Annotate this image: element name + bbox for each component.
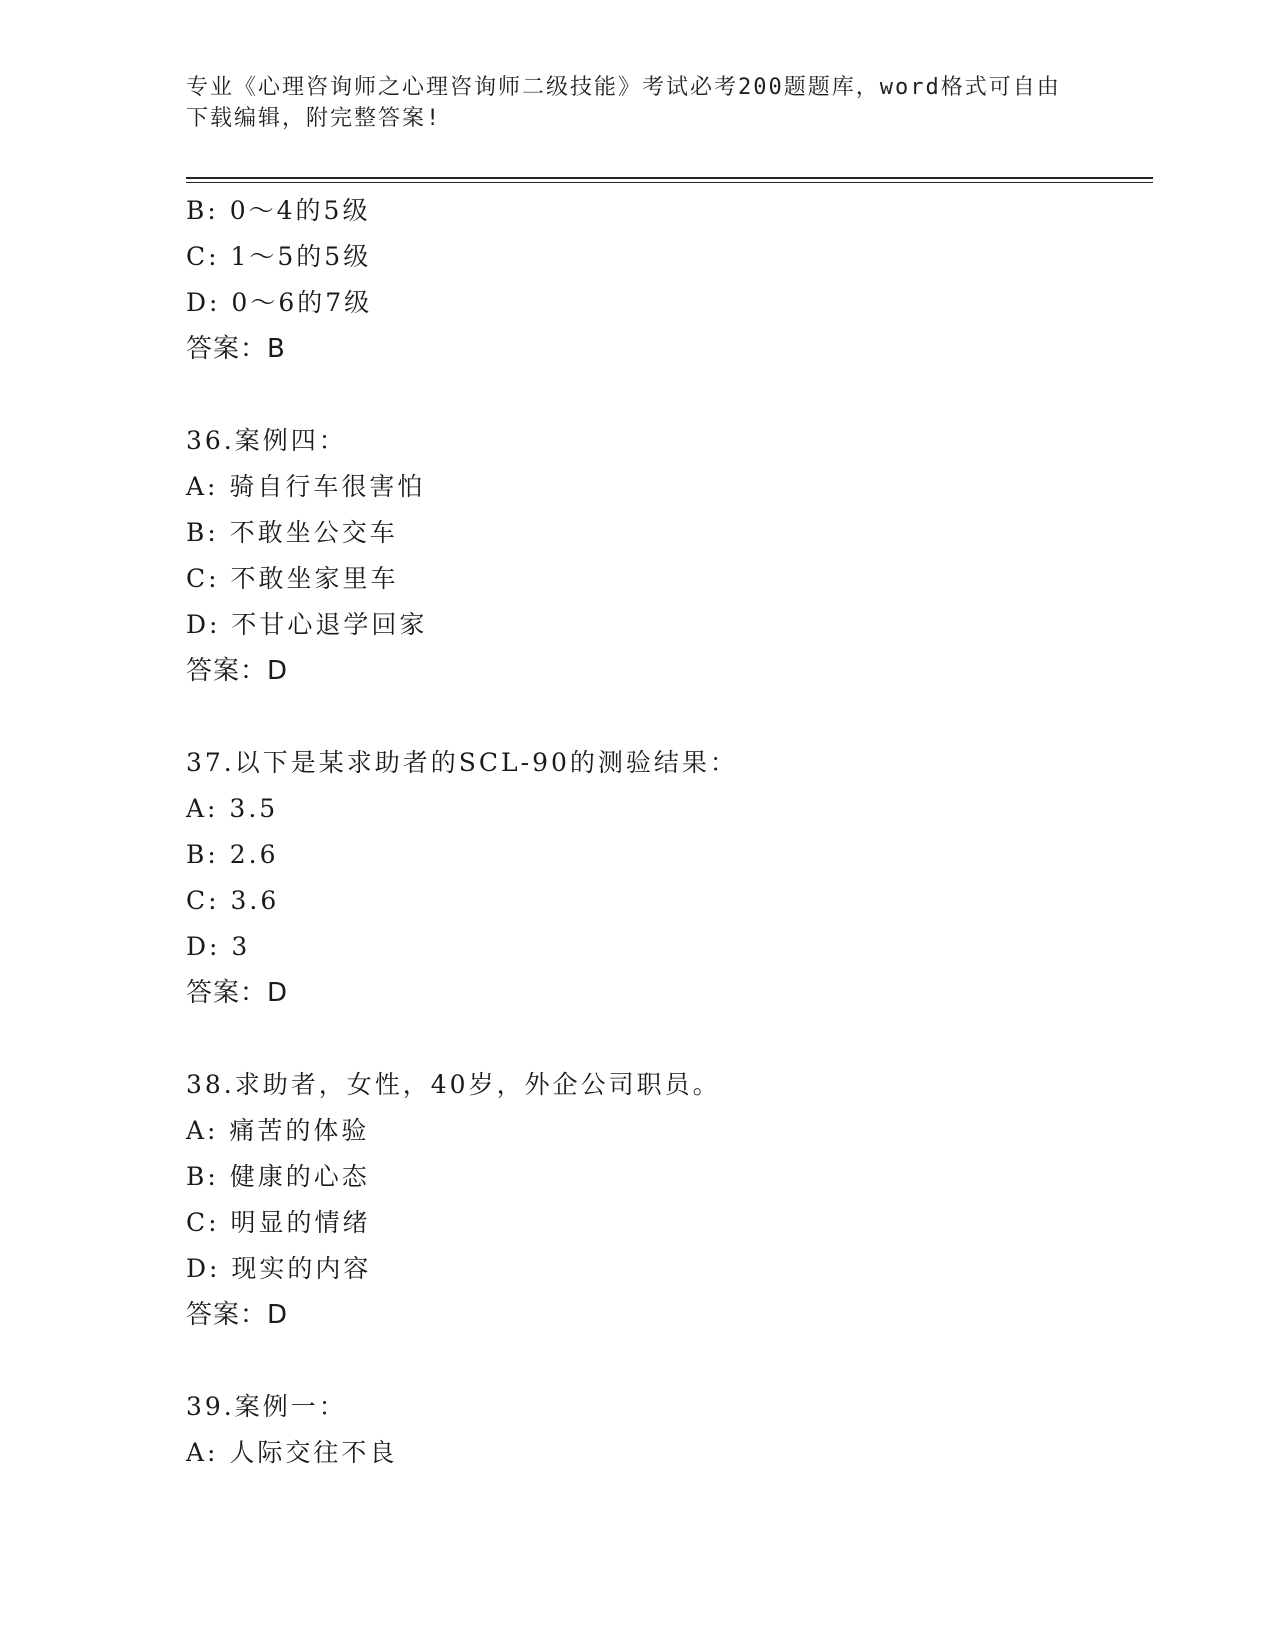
header-divider-thick (186, 177, 1153, 179)
question-38 (186, 1062, 1146, 1338)
answer-line: 答案：B (186, 334, 286, 364)
option-d: D: 3 (186, 932, 251, 961)
option-c: C: 明显的情绪 (186, 1208, 371, 1237)
option-c: C: 3.6 (186, 886, 280, 915)
question-37 (186, 740, 1146, 1016)
option-a: A: 3.5 (186, 794, 279, 823)
question-36 (186, 418, 1146, 694)
header-divider-thin (186, 182, 1153, 183)
document-header (186, 72, 1066, 134)
spacer (186, 694, 1146, 740)
spacer (186, 1338, 1146, 1384)
option-a: A: 骑自行车很害怕 (186, 472, 426, 501)
document-body (186, 188, 1146, 1476)
option-a: A: 人际交往不良 (186, 1438, 398, 1467)
document-title: 专业《心理咨询师之心理咨询师二级技能》考试必考200题题库，word格式可自由下载编辑，附完整答案! (186, 75, 1061, 131)
question-stem: 38.求助者，女性，40岁，外企公司职员。 (186, 1070, 721, 1099)
question-stem: 36.案例四： (186, 426, 347, 455)
option-b: B: 0～4的5级 (186, 196, 371, 225)
question-stem: 39.案例一： (186, 1392, 347, 1421)
answer-line: 答案：D (186, 1300, 289, 1330)
question-39 (186, 1384, 1146, 1476)
option-d: D: 现实的内容 (186, 1254, 372, 1283)
option-b: B: 健康的心态 (186, 1162, 370, 1191)
option-c: C: 1～5的5级 (186, 242, 372, 271)
spacer (186, 1016, 1146, 1062)
answer-line: 答案：D (186, 978, 289, 1008)
answer-line: 答案：D (186, 656, 289, 686)
spacer (186, 372, 1146, 418)
option-b: B: 2.6 (186, 840, 279, 869)
question-block-continued (186, 188, 1146, 372)
option-d: D: 不甘心退学回家 (186, 610, 428, 639)
question-stem: 37.以下是某求助者的SCL-90的测验结果： (186, 748, 738, 777)
option-d: D: 0～6的7级 (186, 288, 373, 317)
option-a: A: 痛苦的体验 (186, 1116, 370, 1145)
option-c: C: 不敢坐家里车 (186, 564, 399, 593)
option-b: B: 不敢坐公交车 (186, 518, 398, 547)
